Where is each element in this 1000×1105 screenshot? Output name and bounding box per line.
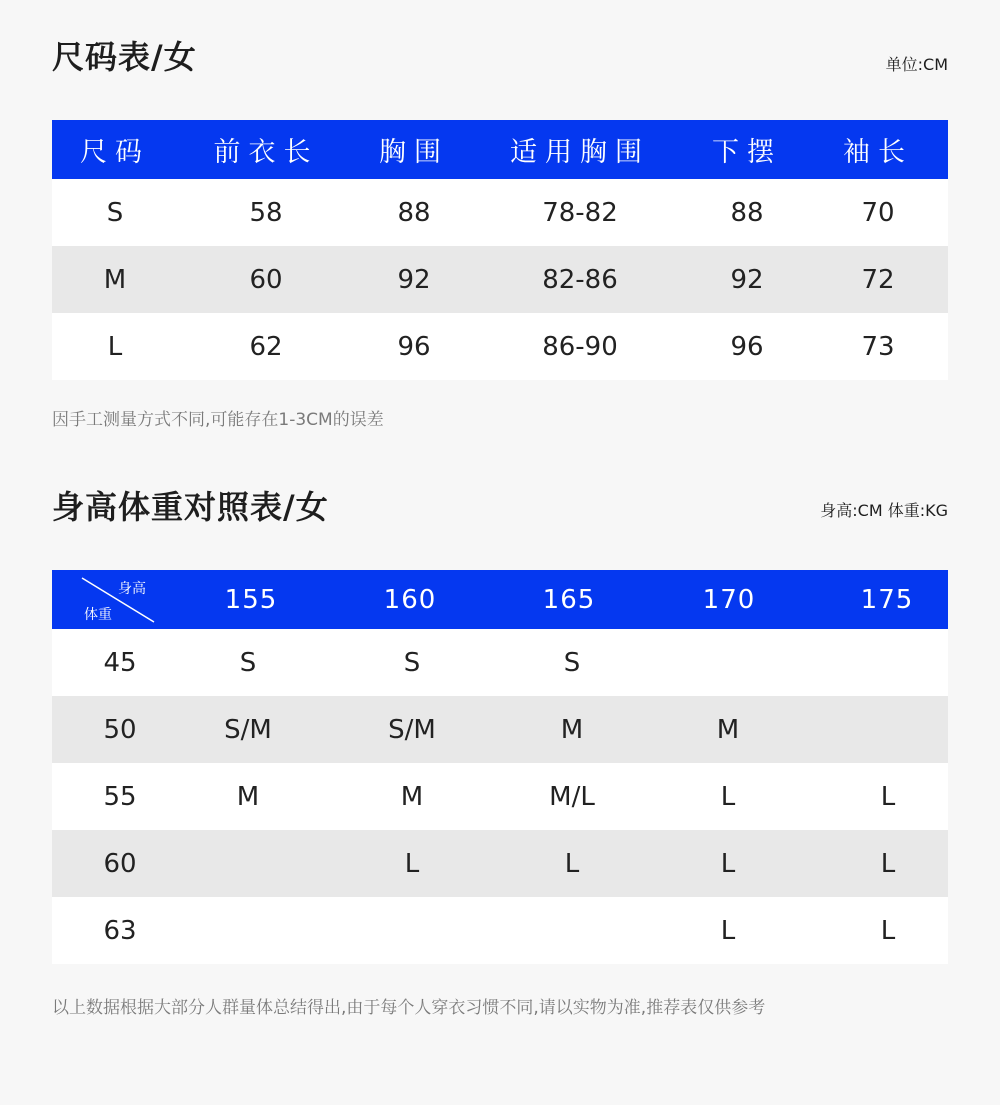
header-height-170: 170 [702,584,756,615]
cell-size: S [106,197,124,228]
cell-size-170: L [720,781,736,812]
cell-front-length: 60 [249,264,283,295]
cell-weight: 50 [103,714,137,745]
cell-bust: 96 [397,331,431,362]
table-row [52,830,948,897]
table-row [52,629,948,696]
body-chart-unit: 身高:CM 体重:KG [820,501,948,520]
size-chart-note: 因手工测量方式不同,可能存在1-3CM的误差 [52,410,384,430]
cell-size-165: L [564,848,580,879]
header-size: 尺码 [80,137,150,168]
header-front-length: 前衣长 [213,137,319,168]
cell-size-160: M [400,781,424,812]
cell-size-170: M [716,714,740,745]
cell-size-160: S/M [388,714,436,745]
size-chart-header-row [52,120,948,179]
header-height-175: 175 [860,584,914,615]
cell-fit-bust: 82-86 [542,264,618,295]
header-height-160: 160 [383,584,437,615]
table-row [52,313,948,380]
size-chart-unit: 单位:CM [885,55,948,74]
cell-bust: 88 [397,197,431,228]
cell-weight: 55 [103,781,137,812]
cell-bust: 92 [397,264,431,295]
header-hem: 下摆 [712,137,782,168]
cell-size-175: L [880,848,896,879]
cell-size-160: S [403,647,421,678]
cell-size-175: L [880,915,896,946]
table-row [52,897,948,964]
body-chart-note: 以上数据根据大部分人群量体总结得出,由于每个人穿衣习惯不同,请以实物为准,推荐表仅供参考 [52,998,766,1018]
cell-front-length: 62 [249,331,283,362]
table-row [52,179,948,246]
cell-size-155: M [236,781,260,812]
cell-weight: 45 [103,647,137,678]
corner-weight-label: 体重 [84,607,112,623]
cell-weight: 63 [103,915,137,946]
header-sleeve-length: 袖长 [843,137,913,168]
cell-hem: 96 [730,331,764,362]
cell-size: M [103,264,127,295]
cell-front-length: 58 [249,197,283,228]
body-chart-title: 身高体重对照表/女 [52,488,329,526]
cell-size-165: M/L [549,781,595,812]
cell-size-160: L [404,848,420,879]
cell-sleeve-length: 70 [861,197,895,228]
cell-size-165: M [560,714,584,745]
header-height-155: 155 [224,584,278,615]
cell-fit-bust: 78-82 [542,197,618,228]
table-row [52,696,948,763]
body-chart-table [52,570,948,964]
cell-size-155: S/M [224,714,272,745]
corner-height-label: 身高 [118,581,146,597]
header-height-165: 165 [542,584,596,615]
header-bust: 胸围 [379,137,449,168]
cell-fit-bust: 86-90 [542,331,618,362]
cell-sleeve-length: 73 [861,331,895,362]
table-row [52,763,948,830]
header-corner [52,570,188,629]
size-chart-title: 尺码表/女 [52,38,197,76]
cell-hem: 88 [730,197,764,228]
cell-weight: 60 [103,848,137,879]
size-chart-table [52,120,948,380]
body-chart-header-row [52,570,948,629]
cell-sleeve-length: 72 [861,264,895,295]
cell-size-155: S [239,647,257,678]
table-row [52,246,948,313]
header-fit-bust: 适用胸围 [510,137,650,168]
cell-size-175: L [880,781,896,812]
cell-size-170: L [720,848,736,879]
cell-hem: 92 [730,264,764,295]
cell-size-165: S [563,647,581,678]
cell-size-170: L [720,915,736,946]
cell-size: L [107,331,123,362]
